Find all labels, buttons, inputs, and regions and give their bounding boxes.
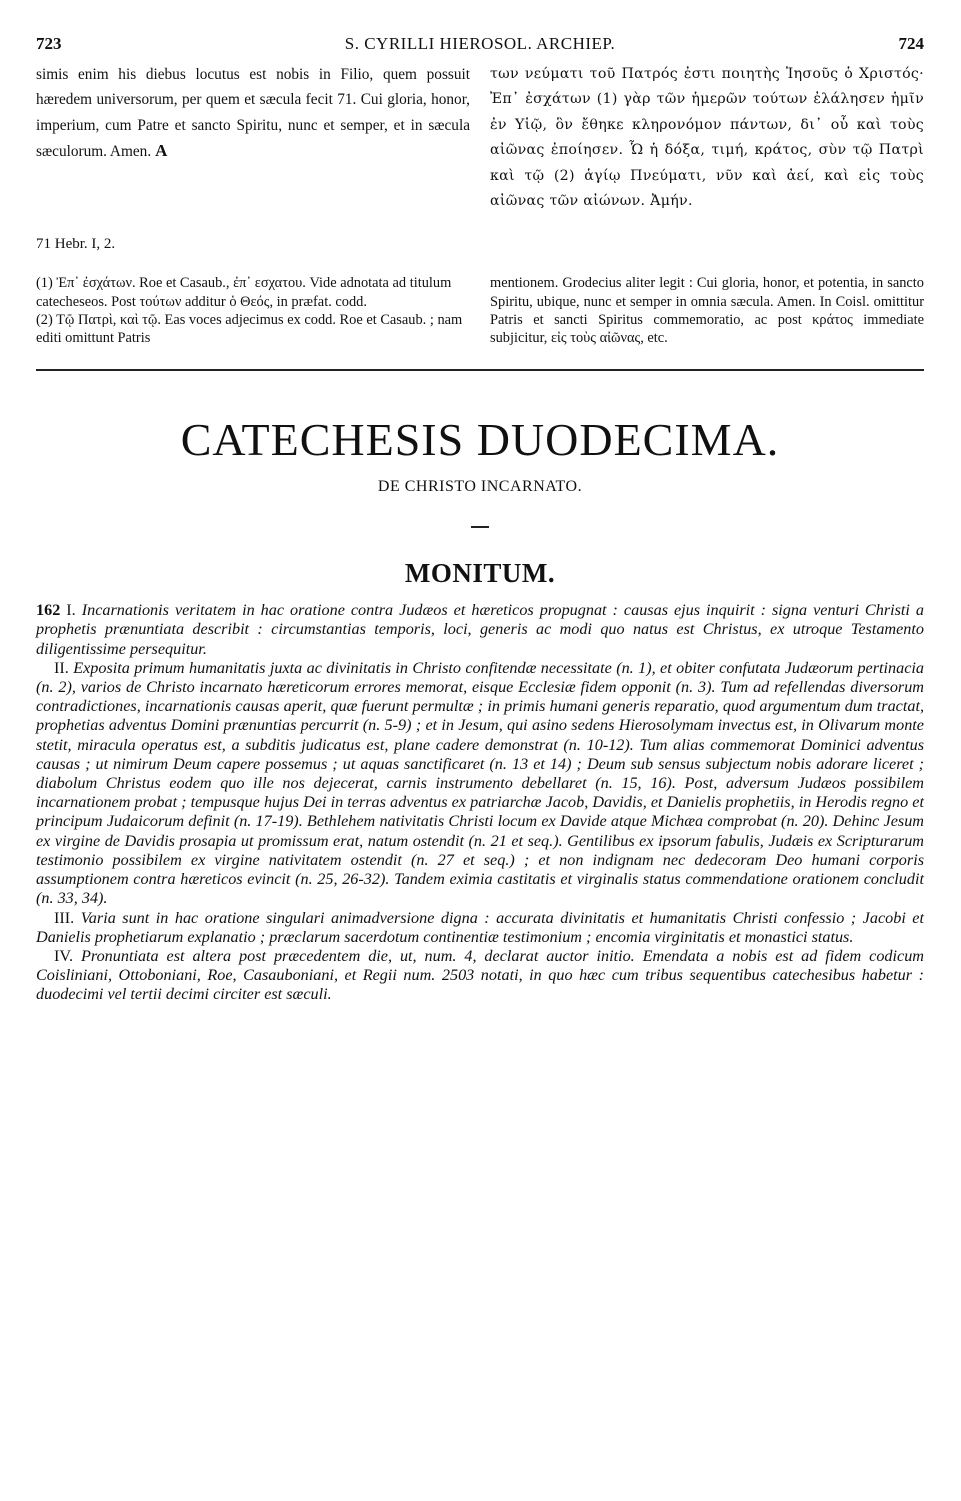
page [36, 34, 924, 1005]
monitum-paragraph-3 [36, 909, 924, 947]
catechesis-title: CATECHESIS DUODECIMA. [180, 414, 780, 466]
monitum-paragraph-1 [36, 601, 924, 659]
monitum-body [36, 601, 924, 1004]
paragraph-numeral-2: II. [54, 658, 69, 677]
paragraph-numeral-3: III. [54, 908, 75, 927]
monitum-heading: MONITUM. [404, 558, 556, 589]
monitum-paragraph-2 [36, 659, 924, 909]
section-divider [36, 369, 924, 371]
latin-text: simis enim his diebus locutus est nobis in Filio, quem possuit hæredem universorum, per quem et sæcula fecit 71. Cui gloria, honor, imperium, cum Patre et sancto Spiritu, nunc et semper, et in sæcula sæculorum. Amen. [36, 66, 470, 161]
page-number-left: 723 [36, 34, 62, 53]
page-number-right: 724 [898, 34, 924, 53]
notes-right [490, 274, 924, 347]
column-marker: A [155, 141, 168, 161]
running-head [36, 34, 924, 62]
paragraph-text-2: Exposita primum humanitatis juxta ac divinitatis in Christo confitendæ necessitate (n. 1), et obiter confutata Judæorum pertinacia (n. 2), varios de Christo incarnato hæreticorum errores memorat, eisque Ecclesiæ fidem opponit (n. 3). Tum ad refellendas diversorum contradictiones, incarnationis causas aperit, quæ fuerunt permultæ ; in primis humani generis reparatio, quod argumentum dum tractat, prophetias adventus Domini prænuntias percurrit (n. 5-9) ; et in Jesum, qui asino sedens Hierosolymam invectus est, in Olivarum monte stetit, miracula operatus est, a subditis judicatus est, plane cadere demonstrat (n. 10-12). Tum alias commemorat Dominici adventus causas ; ut nimirum Deum capere possemus ; ut aquas sanctificaret (n. 13 et 14) ; Deum sub sensus subjectum nobis adorare liceret ; diabolum Christus eodem quo ille nos dejecerat, carnis instrumento debellaret (n. 15, 16). Post, adversum Judæos possibilem incarnationem probat ; tempusque hujus Dei in terras adventus ex patriarchæ Jacob, Davidis, et Danielis prophetiis, in Herodis regno et principum Judaicorum definit (n. 17-19). Bethlehem nativitatis Christi locum ex Davide atque Michæa comprobat (n. 20). Dehinc Jesum ex virgine de Davidis prosapia ut promissum erat, natum ostendit (n. 21 et seq.). Gentilibus ex ipsorum fabulis, Judæis ex Scripturarum testimonio possibilem ex virgine nativitatem ostendit (n. 27 et seq.) ; et non indignam nec dedecoram Deo humani corporis assumptionem contra hæreticos evincit (n. 25, 26-32). Tandem eximia castitatis et virginalis status commendatione orationem concludit (n. 33, 34). [36, 658, 924, 908]
parallel-columns [36, 62, 924, 214]
latin-column [36, 62, 470, 214]
notes-left [36, 274, 470, 347]
running-title: S. CYRILLI HIEROSOL. ARCHIEP. [344, 34, 616, 53]
note-2: (2) Τῷ Πατρὶ, καὶ τῷ. Eas voces adjecimus ex codd. Roe et Casaub. ; nam editi omittunt Patris [36, 311, 463, 347]
paragraph-numeral-1: I. [66, 601, 76, 620]
greek-text: των νεύματι τοῦ Πατρός ἐστι ποιητὴς Ἰησοῦς ὁ Χριστός· Ἐπ᾽ ἐσχάτων (1) γὰρ τῶν ἡμερῶν τούτων ἐλάλησεν ἡμῖν ἐν Υἱῷ, ὃν ἔθηκε κληρονόμον πάντων, δι᾽ οὗ καὶ τοὺς αἰῶνας ἐποίησεν. Ὧ ἡ δόξα, τιμή, κράτος, σὺν τῷ Πατρὶ καὶ τῷ (2) ἁγίῳ Πνεύματι, νῦν καὶ ἀεί, καὶ εἰς τοὺς αἰῶνας τῶν αἰώνων. Ἀμήν. [490, 66, 924, 210]
catechesis-subtitle: DE CHRISTO INCARNATO. [377, 478, 583, 496]
monitum-paragraph-4 [36, 947, 924, 1005]
dash-separator [471, 526, 489, 528]
column-number: 162 [36, 601, 61, 620]
paragraph-text-3: Varia sunt in hac oratione singulari animadversione digna : accurata divinitatis et humanitatis Christi confessio ; Jacobi et Danielis prophetiarum explanatio ; præclarum sacerdotum continentiæ testimonium ; encomia virginitatis et monastici status. [36, 908, 924, 946]
footnote-71: 71 Hebr. I, 2. [36, 236, 116, 253]
paragraph-text-1: Incarnationis veritatem in hac oratione contra Judæos et hæreticos propugnat : causas ejus inquirit : signa venturi Christi a prophetis prænuntiata describit : circumstantias temporis, loci, generis ac modi quo natus est Christus, ex utroque Testamento diligentissime persequitur. [36, 601, 925, 658]
paragraph-text-4: Pronuntiata est altera post præcedentem die, ut, num. 4, declarat auctor initio. Emendata a nobis est ad fidem codicum Coisliniani, Ottoboniani, Roe, Casauboniani, et Regii num. 2503 notati, in quo hæc cum tribus sequentibus catechesibus habetur : duodecimi vel tertii decimi circiter est sæculi. [36, 946, 924, 1004]
greek-column [490, 62, 924, 214]
note-continuation: mentionem. Grodecius aliter legit : Cui gloria, honor, et potentia, in sancto Spiritu, ubique, nunc et semper in omnia sæcula. Amen. In Coisl. omittitur Patris et sancti Spiritus commemoratio, ac post κράτος immediate subjicitur, εἰς τοὺς αἰῶνας, etc. [490, 275, 924, 347]
note-1: (1) Ἐπ᾽ ἐσχάτων. Roe et Casaub., ἐπ᾽ εσχατου. Vide adnotata ad titulum catecheseos. Post τούτων additur ὁ Θεός, in præfat. codd. [36, 275, 452, 310]
critical-notes [36, 274, 924, 347]
paragraph-numeral-4: IV. [54, 946, 74, 965]
